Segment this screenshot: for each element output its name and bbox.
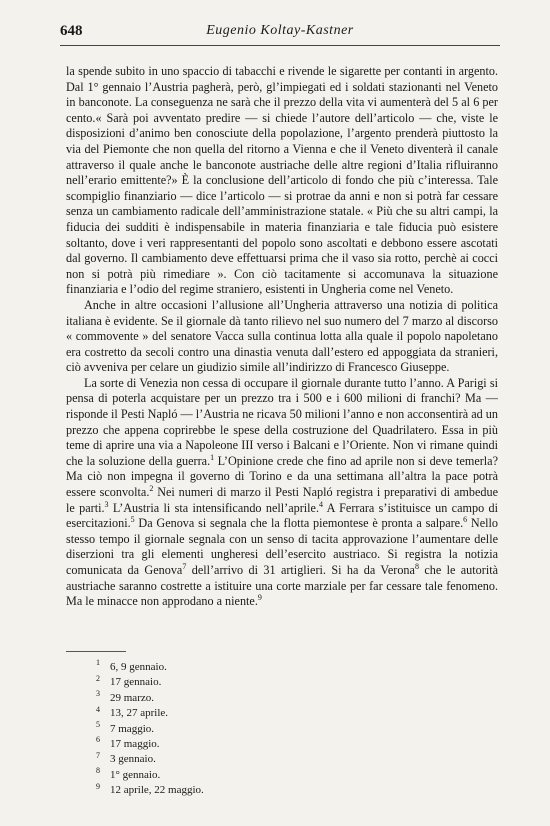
header-rule	[60, 45, 500, 46]
paragraph-text: L’Opinione crede che fino ad aprile non si deve temerla? Ma ciò non impegna il governo di Torino e da una settimana all’altra la pace potrà essere sconvolta.	[66, 453, 499, 500]
footnote-text: 13, 27 aprile.	[110, 707, 169, 720]
footnote: 3 29 marzo.	[96, 689, 154, 704]
footnote-text: 1° gennaio.	[110, 768, 161, 781]
page-header	[60, 23, 500, 45]
page-number: 648	[60, 23, 83, 39]
footnote-marker: 8	[414, 561, 419, 571]
footnote-text: 7 maggio.	[110, 722, 154, 735]
footnote-text: 6, 9 gennaio.	[110, 661, 167, 673]
paragraph-text: Nei numeri di marzo il Pesti Napló registra i preparativi di ambedue le parti.	[66, 485, 498, 515]
footnote-marker: 7	[182, 561, 187, 571]
footnote-marker: 5	[130, 515, 135, 525]
paragraph-text: La sorte di Venezia non cessa di occupare il giornale durante tutto l’anno. A Parigi si pensa di poterla acquistare per un prezzo tra i 500 e i 600 milioni di franchi? Ma — risponde il Pesti Napló — l’Austria ne ricava 50 milioni l’anno e non acconsentirà ad un prezzo che appena coprirebbe le spese della costruzione del Quadrilatero. Essa in più teme di aprire una via a Napoleone III verso i Balcani e l’Oriente. Non vi rimane quindi che la soluzione della guerra.	[66, 375, 498, 468]
footnote-text: 12 aprile, 22 maggio.	[110, 784, 204, 797]
footnote: 9 12 aprile, 22 maggio.	[96, 781, 204, 797]
paragraph-text: Da Genova si segnala che la flotta piemontese è pronta a salpare.	[134, 516, 464, 531]
footnote-marker: 4	[319, 499, 323, 509]
running-head: Eugenio Koltay-Kastner	[206, 23, 354, 38]
footnote: 1 6, 9 gennaio.	[96, 658, 167, 673]
paragraph-text: Nello stesso tempo il giornale segnala con un senso di tacita approvazione l’aumentare delle diserzioni tra gli elementi ungheresi dell’esercito austriaco. Si registra la notizia comunicata da Genova	[66, 516, 499, 577]
footnote-text: 3 gennaio.	[110, 753, 156, 766]
footnote-text: 17 maggio.	[110, 738, 160, 751]
footnote-marker: 2	[149, 483, 154, 493]
footnote-marker: 1	[210, 452, 215, 462]
paragraph-text: dell’arrivo di 31 artiglieri. Si ha da Verona	[186, 563, 415, 577]
footnote: 6 17 maggio.	[96, 735, 160, 751]
paragraph-text: Anche in altre occasioni l’allusione all’Ungheria attraverso una notizia di politica italiana è evidente. Se il giornale dà tanto rilievo nel suo numero del 7 marzo al discorso « commovente » del senatore Vacca sulla continua lotta alla quale il popolo napoletano era costretto da secoli contro una dinastia venuta dall’estero ed appoggiata da stranieri, ciò avveniva per celare un giudizio simile all’indirizzo di Francesco Giuseppe.	[66, 297, 498, 375]
footnote-text: 17 gennaio.	[110, 676, 162, 689]
footnote: 2 17 gennaio.	[96, 673, 162, 689]
footnote: 8 1° gennaio.	[96, 766, 161, 781]
paragraph-text: la spende subito in uno spaccio di tabacchi e rivende le sigarette per contanti in argento. Dal 1° gennaio l’Austria pagherà, però, gl’impiegati ed i soldati stazionanti nel Veneto in banconote. La conseguenza ne sarà che il prezzo della vita vi aumenterà del 5 al 6 per cento.« Sarà poi avventato predire — si chiede l’autore dell’articolo — che, viste le disposizioni d’animo ben conosciute della popolazione, l’argento prenderà piuttosto la via del Piemonte che non quella del ritorno a Vienna e che il Veneto diventerà il canale attraverso il quale anche le banconote austriache delle altre regioni d’Italia rifluiranno nell’erario emittente?» È la conclusione dell’articolo di fondo che più c’interessa. Tale scompiglio finanziario — dice l’articolo — si protrae da anni e non si potrà far cessare senza un cambiamento radicale dell’amministrazione statale. « Più che su altri campi, la fiducia dei sudditi è indispensabile in materia finanziaria e tale fiducia può esistere soltanto, dove i veri rappresentanti del popolo sono ascoltati e debbono essere ascotati dal governo. Il cambiamento deve effettuarsi prima che il vaso sia rotto, perchè ai cocci non si potrà più rimediare ». Con ciò tacitamente si accomunava la situazione finanziaria e l’odio del regime straniero, esistenti in Ungheria come nel Veneto.	[66, 64, 498, 297]
footnote-text: 29 marzo.	[110, 691, 154, 704]
paragraph-text: L’Austria li sta intensificando nell’aprile.	[108, 500, 319, 515]
paragraph	[66, 298, 498, 376]
footnote-marker: 9	[257, 593, 262, 603]
footnote-marker: 3	[104, 499, 109, 509]
paragraph	[66, 64, 498, 298]
paragraph	[66, 376, 498, 610]
footnote-rule	[66, 651, 126, 652]
paragraph-text: A Ferrara s’istituisce un campo di esercitazioni.	[66, 500, 498, 531]
footnotes	[96, 660, 396, 799]
footnote: 7 3 gennaio.	[96, 750, 156, 766]
paragraph-text: che le autorità austriache saranno costrette a istituire una corte marziale per far cessare tale fenomeno. Ma le minacce non approdano a niente.	[66, 563, 499, 609]
body-text	[66, 64, 498, 610]
footnote: 4 13, 27 aprile.	[96, 704, 169, 720]
footnote: 5 7 maggio.	[96, 719, 154, 735]
footnote-marker: 6	[463, 515, 468, 525]
